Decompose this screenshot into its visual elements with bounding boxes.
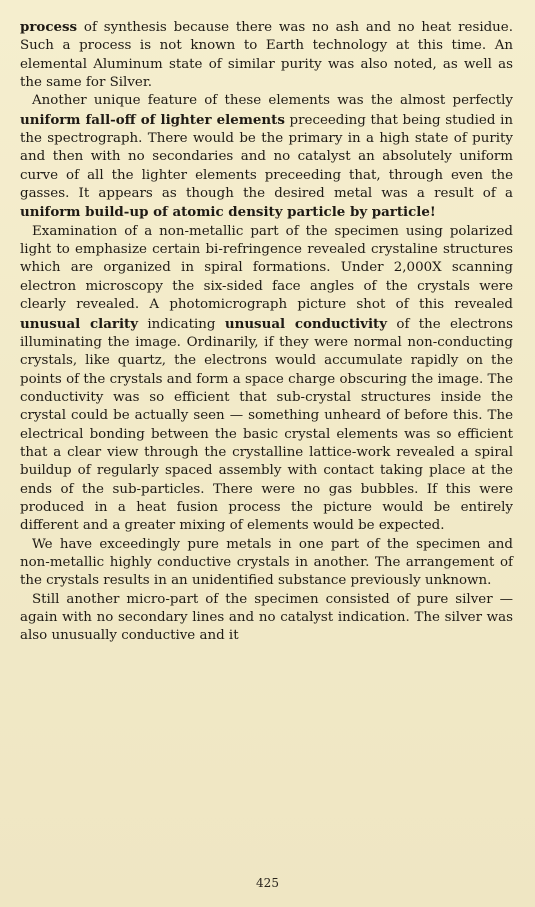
paragraph-3 xyxy=(20,223,513,536)
text-run: We have exceedingly pure metals in one part of the specimen and non-metallic highly conductive crystals in another. The arrangement of the crystals results in an unidentified substance previously unknown. xyxy=(20,536,513,589)
paragraph-1 xyxy=(20,18,513,92)
text-run: Another unique feature of these elements was the almost perfectly xyxy=(32,93,513,109)
body-text xyxy=(20,18,513,646)
page-number: 425 xyxy=(256,876,279,890)
text-run: of synthesis because there was no ash and no heat residue. Such a process is not known to Earth technology at this time. An elemental Aluminum state of similar purity was also noted, as well as the same for Silver. xyxy=(20,20,513,91)
text-run: preceeding that being studied in the spectrograph. There would be the primary in a high state of purity and then with no secondaries and no catalyst an absolutely uniform curve of all the lighter elements preceeding that, through even the gasses. It appears as though the desired metal was a result of a xyxy=(20,112,513,202)
paragraph-5 xyxy=(20,591,513,646)
bold-phrase: unusual conductivity xyxy=(224,315,388,332)
paragraph-4 xyxy=(20,536,513,591)
text-run: of the electrons illuminating the image. Ordinarily, if they were normal non-conducting crystals, like quartz, the electrons would accumulate rapidly on the points of the crystals and form a space charge obscuring the image. The conductivity was so efficient that sub-crystal structures inside the crystal could be actually seen — something unheard of before this. The electrical bonding between the basic crystal elements was so efficient that a clear view through the crystalline lattice-work revealed a spiral buildup of regularly spaced assembly with contact taking place at the ends of the sub-particles. There were no gas bubbles. If this were produced in a heat fusion process the picture would be entirely different and a greater mixing of elements would be expected. xyxy=(20,316,513,534)
bold-phrase: unusual clarity xyxy=(20,315,139,332)
bold-phrase: uniform build-up of atomic density particle by particle! xyxy=(20,204,436,221)
bold-phrase: uniform fall-off of lighter elements xyxy=(20,111,285,128)
text-run: Examination of a non-metallic part of the specimen using polarized light to emphasize certain bi-refringence revealed crystaline structures which are organized in spiral formations. Under 2,000X scanning electron microscopy the six-sided face angles of the crystals were clearly revealed. A photomicrograph picture shot of this revealed xyxy=(20,223,513,313)
bold-phrase: process xyxy=(20,19,78,35)
paragraph-2 xyxy=(20,92,513,222)
text-run: Still another micro-part of the specimen consisted of pure silver — again with no secondary lines and no catalyst indication. The silver was also unusually conductive and it xyxy=(20,591,513,644)
text-run: indicating xyxy=(138,316,225,332)
